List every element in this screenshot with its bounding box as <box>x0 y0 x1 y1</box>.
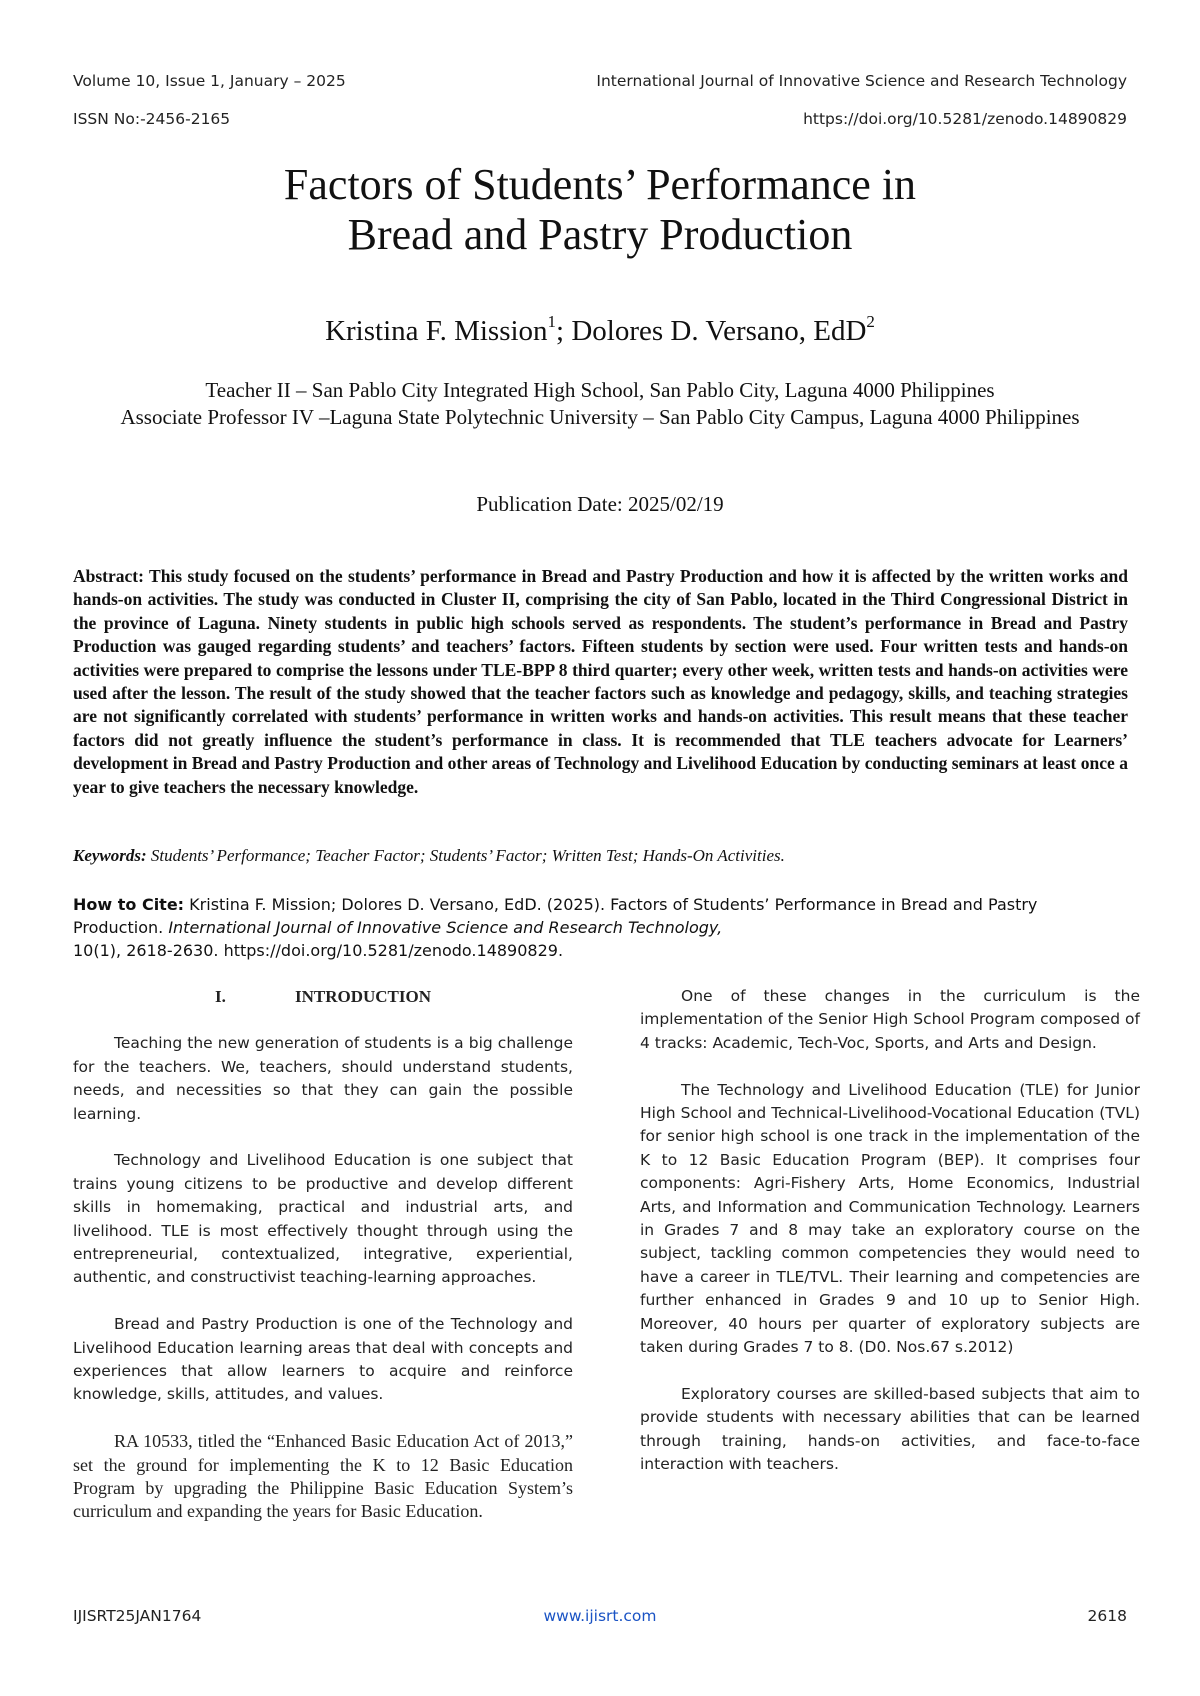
paper-id: IJISRT25JAN1764 <box>73 1607 202 1625</box>
header-doi-link[interactable]: https://doi.org/10.5281/zenodo.14890829 <box>803 110 1127 128</box>
body-paragraph: The Technology and Livelihood Education (TLE) for Junior High School and Technical-Livelihood-Vocational Education (TVL) for senior high school is one track in the implementation of the K to 12 Basic Education Program (BEP). It comprises four components: Agri-Fishery Arts, Home Economics, Industrial Arts, and Information and Communication Technology. Learners in Grades 7 and 8 may take an exploratory course on the subject, tackling common competencies they would need to have a career in TLE/TVL. Their learning and competencies are further enhanced in Grades 9 and 10 up to Senior High. Moreover, 40 hours per quarter of exploratory subjects are taken during Grades 7 to 8. (D0. Nos.67 s.2012) <box>640 1080 1140 1357</box>
section-heading <box>73 985 573 1008</box>
title-line-1: Factors of Students’ Performance in <box>283 160 917 209</box>
author-list <box>0 312 1200 348</box>
page-number: 2618 <box>1087 1607 1127 1625</box>
journal-name: International Journal of Innovative Science and Research Technology <box>596 72 1127 90</box>
cite-text-2: 10(1), 2618-2630. https://doi.org/10.5281/zenodo.14890829. <box>73 941 564 960</box>
issn: ISSN No:-2456-2165 <box>73 110 231 128</box>
website-link-text[interactable]: www.ijisrt.com <box>543 1607 657 1625</box>
body-paragraph: Bread and Pastry Production is one of the Technology and Livelihood Education learning areas that deal with concepts and experiences that allow learners to acquire and reinforce knowledge, skills, attitudes, and values. <box>73 1315 573 1404</box>
website-link <box>0 1607 1200 1625</box>
body-paragraph: One of these changes in the curriculum is the implementation of the Senior High School Program composed of 4 tracks: Academic, Tech-Voc, Sports, and Arts and Design. <box>640 987 1140 1052</box>
section-title: INTRODUCTION <box>294 987 432 1006</box>
keywords-label: Keywords: <box>73 846 147 865</box>
section-number: I. <box>214 987 226 1006</box>
author-separator: ; <box>556 315 572 347</box>
body-paragraph: RA 10533, titled the “Enhanced Basic Education Act of 2013,” set the ground for implementing the K to 12 Basic Education Program by upgrading the Philippine Basic Education System’s curriculum and expanding the years for Basic Education. <box>73 1431 573 1522</box>
body-paragraph: Teaching the new generation of students is a big challenge for the teachers. We, teachers, should understand students, needs, and necessities so that they can gain the possible learning. <box>73 1034 573 1123</box>
author-2: Dolores D. Versano, EdD <box>571 315 867 347</box>
left-column <box>73 985 573 1547</box>
how-to-cite <box>73 893 1128 962</box>
body-paragraph: Exploratory courses are skilled-based subjects that aim to provide students with necessary abilities that can be learned through training, hands-on activities, and face-to-face interaction with teachers. <box>640 1384 1140 1474</box>
paper-title <box>0 160 1200 260</box>
author-1: Kristina F. Mission <box>325 315 548 347</box>
author-1-affiliation-mark: 1 <box>547 312 557 331</box>
body-paragraph: Technology and Livelihood Education is one subject that trains young citizens to be productive and develop different skills in homemaking, practical and industrial arts, and livelihood. TLE is most effectively thought through using the entrepreneurial, contextualized, integrative, experiential, authentic, and constructivist teaching-learning approaches. <box>73 1151 573 1287</box>
affiliation-1: Teacher II – San Pablo City Integrated High School, San Pablo City, Laguna 4000 Philippines <box>205 378 995 402</box>
publication-date: Publication Date: 2025/02/19 <box>476 492 724 516</box>
right-column <box>640 985 1140 1500</box>
affiliation-2: Associate Professor IV –Laguna State Polytechnic University – San Pablo City Campus, Laguna 4000 Philippines <box>120 405 1080 429</box>
abstract <box>73 565 1128 799</box>
abstract-text: This study focused on the students’ performance in Bread and Pastry Production and how it is affected by the written works and hands-on activities. The study was conducted in Cluster II, comprising the city of San Pablo, located in the Third Congressional District in the province of Laguna. Ninety students in public high schools served as respondents. The student’s performance in Bread and Pastry Production was gauged regarding students’ and teachers’ factors. Fifteen students by section were used. Four written tests and hands-on activities were prepared to comprise the lessons under TLE-BPP 8 third quarter; every other week, written tests and hands-on activities were used after the lesson. The result of the study showed that the teacher factors such as knowledge and pedagogy, skills, and teaching strategies are not significantly correlated with students’ performance in written works and hands-on activities. This result means that these teacher factors did not greatly influence the student’s performance in class. It is recommended that TLE teachers advocate for Learners’ development in Bread and Pastry Production and other areas of Technology and Livelihood Education by conducting seminars at least once a year to give teachers the necessary knowledge. <box>73 566 1129 797</box>
cite-journal: International Journal of Innovative Science and Research Technology, <box>168 918 723 937</box>
affiliations <box>60 377 1140 431</box>
author-2-affiliation-mark: 2 <box>866 312 875 331</box>
keywords <box>73 846 1128 866</box>
cite-label: How to Cite: <box>73 895 185 914</box>
keywords-text: Students’ Performance; Teacher Factor; Students’ Factor; Written Test; Hands-On Activities. <box>150 846 785 865</box>
title-line-2: Bread and Pastry Production <box>347 210 853 259</box>
abstract-label: Abstract: <box>73 566 144 586</box>
volume-issue: Volume 10, Issue 1, January – 2025 <box>73 72 346 90</box>
cite-text-1: Kristina F. Mission; Dolores D. Versano, EdD. (2025). Factors of Students’ Performance in Bread and Pastry Production. <box>73 895 1038 937</box>
